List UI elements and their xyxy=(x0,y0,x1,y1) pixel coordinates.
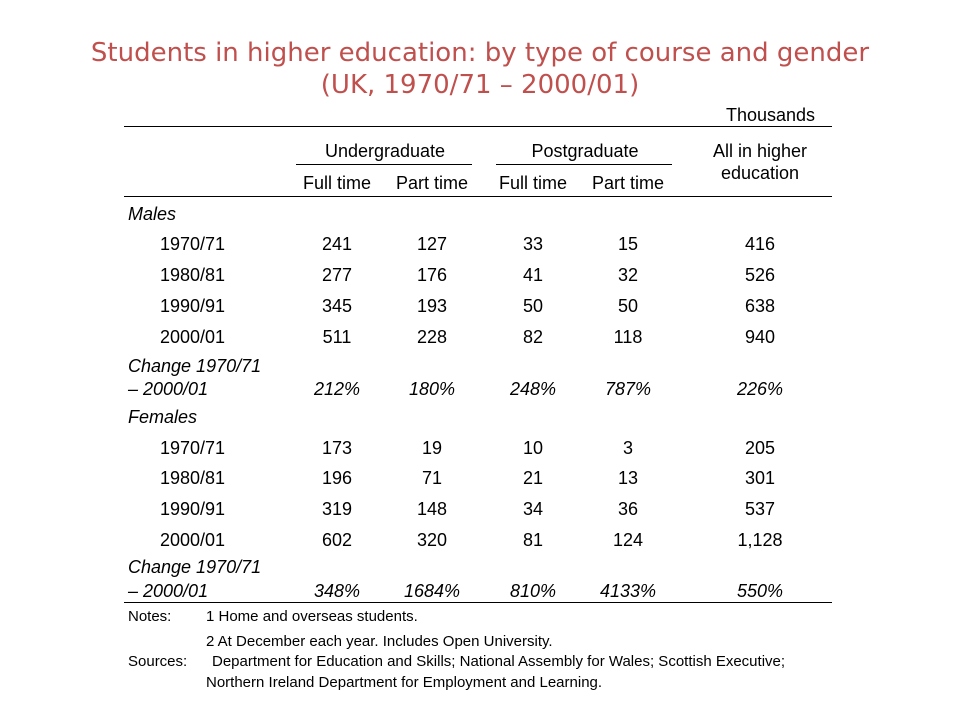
slide-title: Students in higher education: by type of course and gender xyxy=(90,38,870,68)
header-all-line2: education xyxy=(720,163,800,183)
cell-all: 537 xyxy=(744,499,776,519)
table-top-rule xyxy=(124,126,832,127)
row-year: 1980/81 xyxy=(160,265,226,285)
row-year: 1990/91 xyxy=(160,296,226,316)
cell-pg-full: 41 xyxy=(522,265,544,285)
cell-pg-part: 15 xyxy=(617,234,639,254)
cell-pg-full: 50 xyxy=(522,296,544,316)
change-ug-full: 212% xyxy=(313,379,361,399)
cell-all: 301 xyxy=(744,468,776,488)
cell-pg-part: 124 xyxy=(612,530,644,550)
cell-ug-full: 345 xyxy=(321,296,353,316)
cell-pg-full: 34 xyxy=(522,499,544,519)
cell-ug-full: 241 xyxy=(321,234,353,254)
row-year: 1970/71 xyxy=(160,438,226,458)
cell-all: 1,128 xyxy=(737,530,783,550)
cell-all: 205 xyxy=(744,438,776,458)
cell-all: 940 xyxy=(744,327,776,347)
row-year: 1980/81 xyxy=(160,468,226,488)
cell-pg-full: 33 xyxy=(522,234,544,254)
sources-line-2: Northern Ireland Department for Employment and Learning. xyxy=(206,674,603,691)
change-pg-part: 787% xyxy=(604,379,652,399)
cell-pg-part: 13 xyxy=(617,468,639,488)
change-pg-full: 248% xyxy=(509,379,557,399)
row-year: 2000/01 xyxy=(160,530,226,550)
units-label: Thousands xyxy=(726,105,816,125)
cell-ug-part: 148 xyxy=(416,499,448,519)
slide-subtitle: (UK, 1970/71 – 2000/01) xyxy=(320,70,640,100)
cell-all: 416 xyxy=(744,234,776,254)
header-postgraduate: Postgraduate xyxy=(531,141,639,161)
sources-line-1: Department for Education and Skills; National Assembly for Wales; Scottish Executive; xyxy=(212,653,786,670)
row-year: 2000/01 xyxy=(160,327,226,347)
cell-pg-full: 82 xyxy=(522,327,544,347)
cell-pg-part: 36 xyxy=(617,499,639,519)
cell-pg-part: 3 xyxy=(622,438,633,458)
change-label-line2: – 2000/01 xyxy=(128,379,209,399)
cell-pg-full: 81 xyxy=(522,530,544,550)
header-undergraduate: Undergraduate xyxy=(324,141,446,161)
change-ug-part: 1684% xyxy=(403,581,461,601)
cell-all: 638 xyxy=(744,296,776,316)
subheader-ug-full-time: Full time xyxy=(302,173,371,193)
change-ug-full: 348% xyxy=(313,581,361,601)
change-all: 226% xyxy=(736,379,784,399)
subheader-pg-part-time: Part time xyxy=(591,173,665,193)
subheader-pg-full-time: Full time xyxy=(498,173,567,193)
notes-label: Notes: xyxy=(128,608,172,625)
change-pg-full: 810% xyxy=(509,581,557,601)
change-label-line1: Change 1970/71 xyxy=(128,557,262,577)
header-bottom-rule xyxy=(124,196,832,197)
change-all: 550% xyxy=(736,581,784,601)
section-label-females: Females xyxy=(128,407,198,427)
change-label-line2: – 2000/01 xyxy=(128,581,209,601)
cell-ug-part: 127 xyxy=(416,234,448,254)
row-year: 1990/91 xyxy=(160,499,226,519)
change-pg-part: 4133% xyxy=(599,581,657,601)
sources-label: Sources: xyxy=(128,653,188,670)
cell-ug-part: 228 xyxy=(416,327,448,347)
cell-all: 526 xyxy=(744,265,776,285)
cell-ug-full: 511 xyxy=(322,327,352,347)
note-1: 1 Home and overseas students. xyxy=(206,608,418,625)
row-year: 1970/71 xyxy=(160,234,226,254)
cell-ug-part: 71 xyxy=(421,468,443,488)
header-all-line1: All in higher xyxy=(712,141,808,161)
change-label-line1: Change 1970/71 xyxy=(128,356,262,376)
cell-pg-part: 50 xyxy=(617,296,639,316)
cell-ug-part: 320 xyxy=(416,530,448,550)
section-label-males: Males xyxy=(128,204,177,224)
cell-pg-full: 10 xyxy=(522,438,544,458)
cell-ug-full: 277 xyxy=(321,265,353,285)
cell-ug-full: 319 xyxy=(321,499,353,519)
cell-ug-part: 19 xyxy=(421,438,443,458)
cell-pg-full: 21 xyxy=(522,468,544,488)
cell-pg-part: 32 xyxy=(617,265,639,285)
note-2: 2 At December each year. Includes Open University. xyxy=(206,633,553,650)
group-header-rule-undergraduate xyxy=(296,164,472,165)
subheader-ug-part-time: Part time xyxy=(395,173,469,193)
cell-ug-part: 176 xyxy=(416,265,448,285)
group-header-rule-postgraduate xyxy=(496,164,672,165)
cell-ug-full: 196 xyxy=(321,468,353,488)
table-bottom-rule xyxy=(124,602,832,603)
cell-ug-full: 602 xyxy=(321,530,353,550)
change-ug-part: 180% xyxy=(408,379,456,399)
cell-ug-part: 193 xyxy=(416,296,448,316)
cell-ug-full: 173 xyxy=(321,438,353,458)
cell-pg-part: 118 xyxy=(613,327,643,347)
